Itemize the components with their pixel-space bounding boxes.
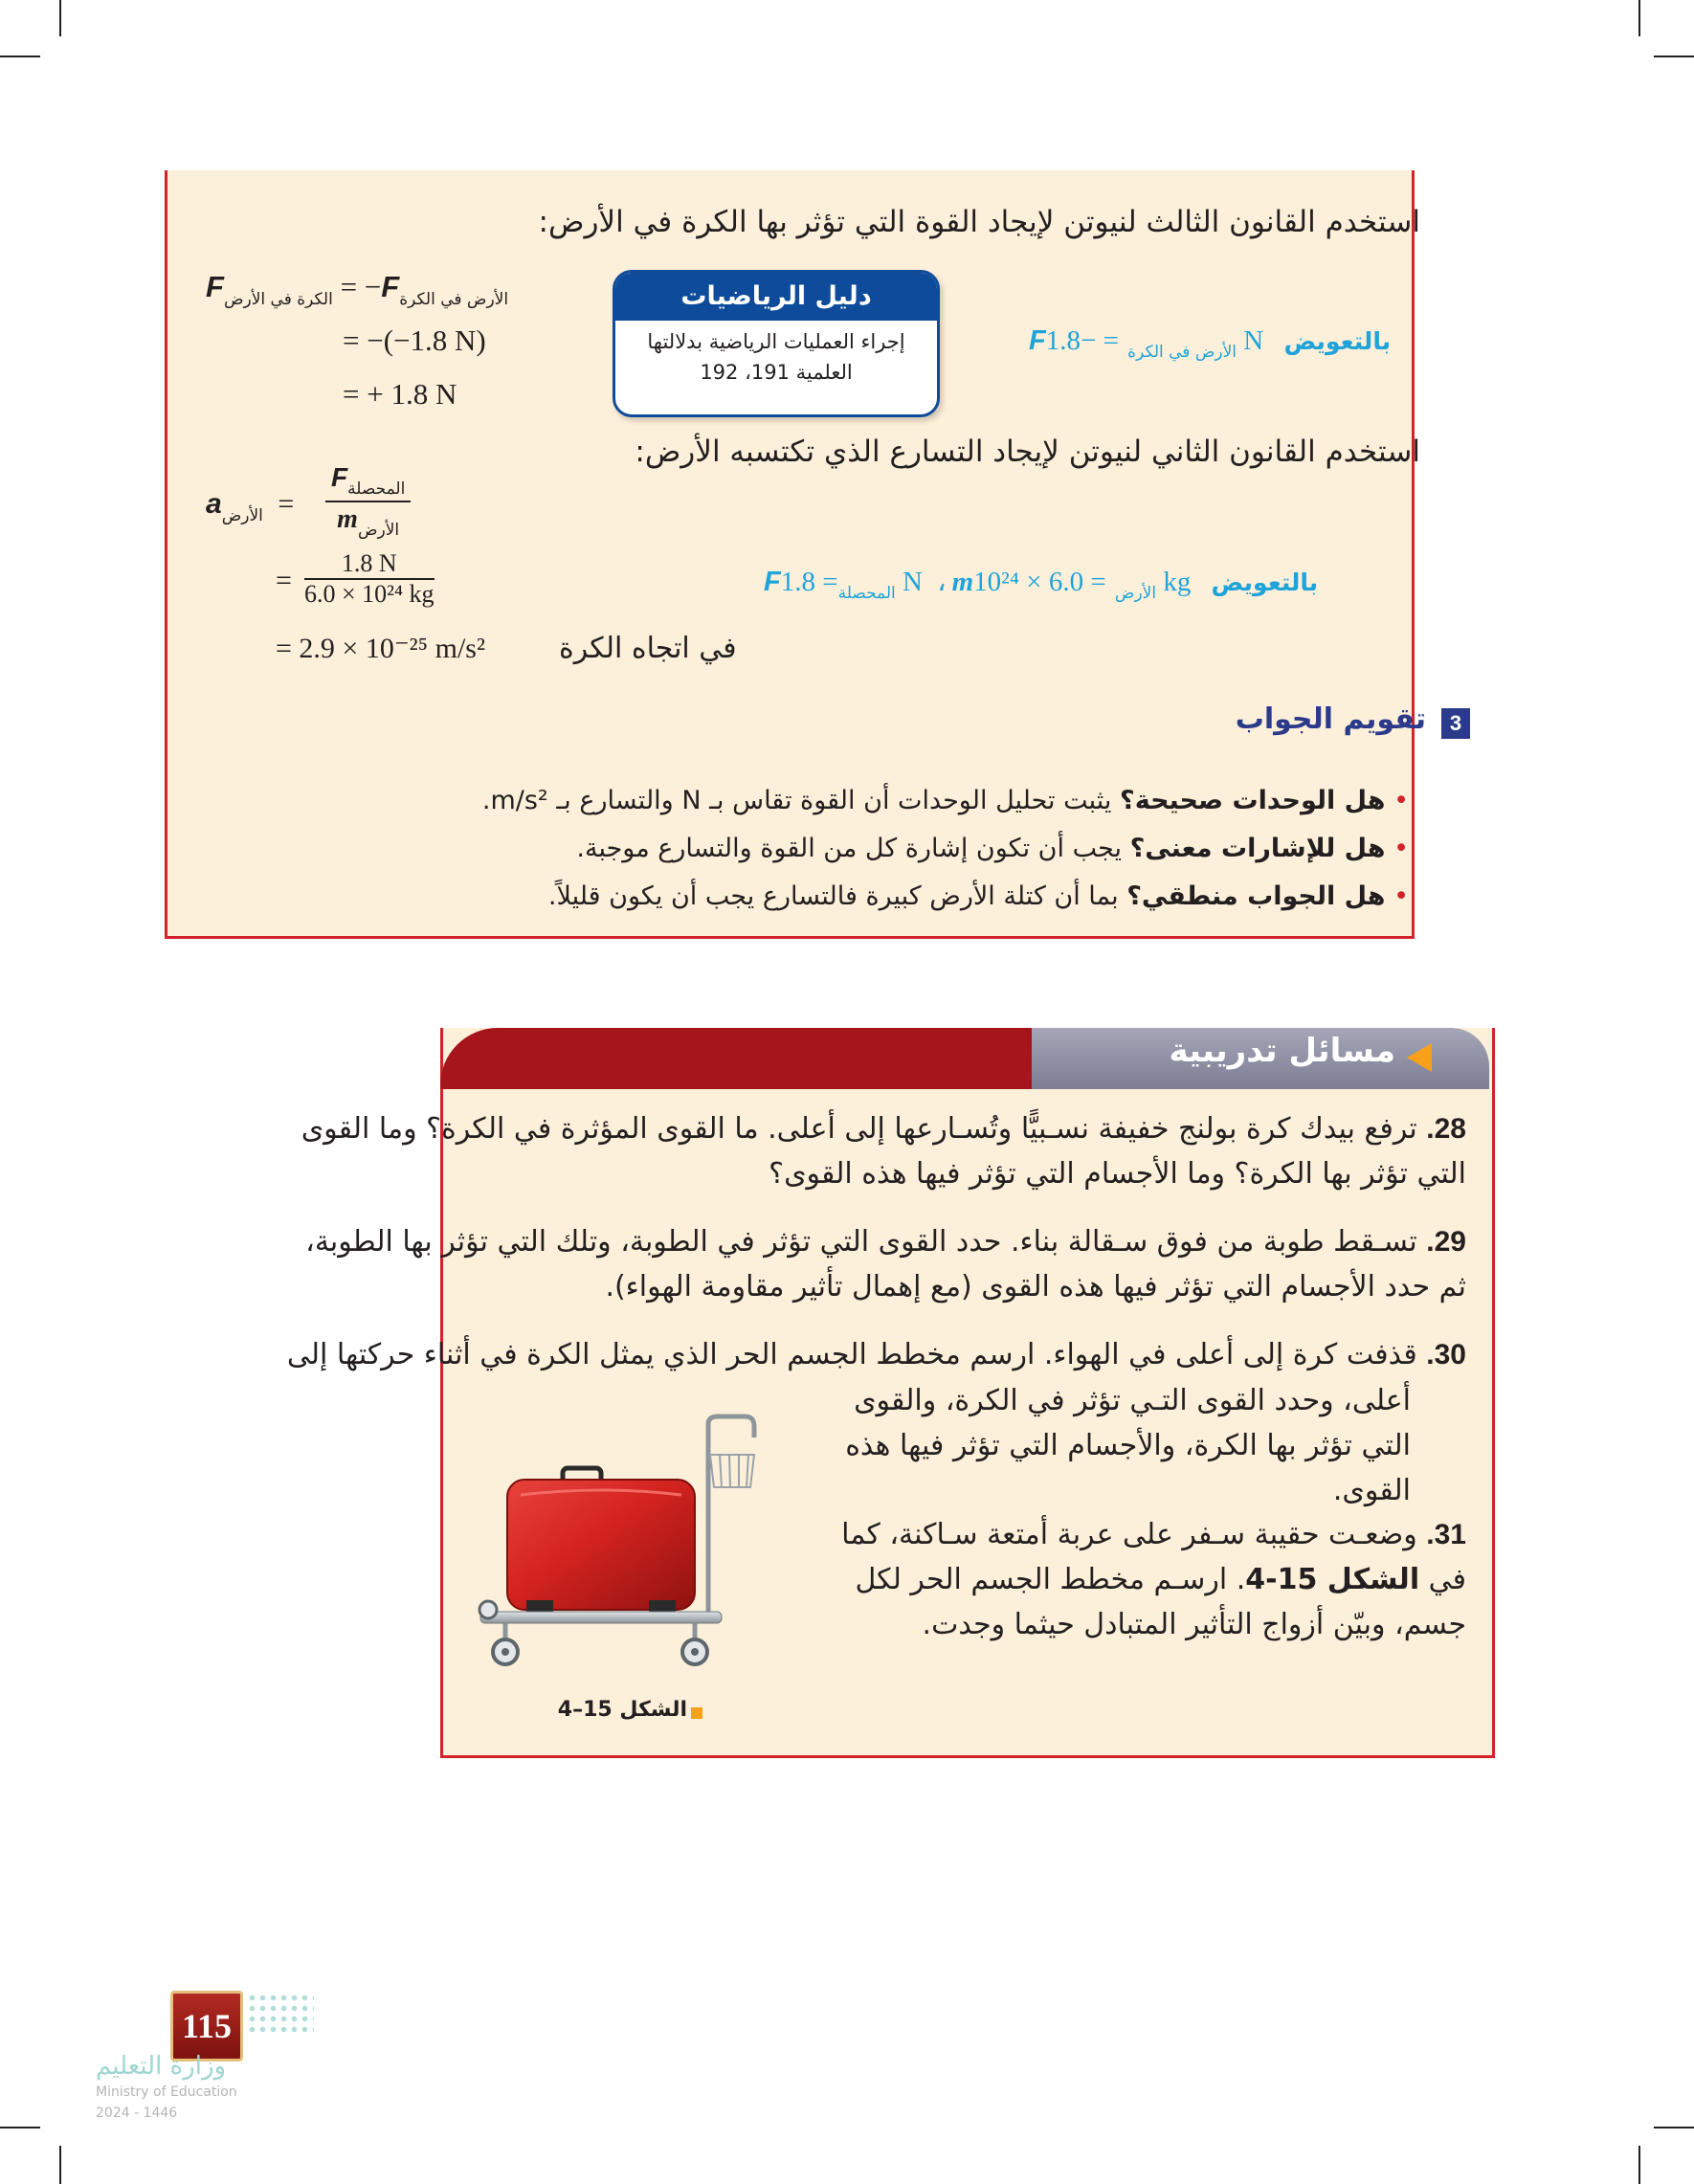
acceleration-result: = 2.9 × 10⁻²⁵ m/s² [276, 633, 485, 664]
problem-text: تسـقط طوبة من فوق سـقالة بناء. حدد القوى التي تؤثر في الطوبة، وتلك التي تؤثر بها الطوبة، ثم حدد الأجسام التي تؤثر فيها هذه القوى (مع إهمال تأثير مقاومة الهواء). [305, 1225, 1466, 1304]
problem-28 [270, 1106, 1466, 1196]
page-number-badge [170, 1991, 243, 2061]
force-symbol: F [1029, 325, 1046, 356]
third-law-step-2: = −(−1.8 N) [343, 323, 486, 357]
equals-sign: = [276, 565, 292, 596]
substitution-label: بالتعويض [1211, 568, 1319, 596]
luggage-cart-illustration [467, 1409, 783, 1686]
problem-number: 30. [1426, 1339, 1466, 1371]
direction-label: في اتجاه الكرة [559, 632, 737, 665]
fraction-numerator: 1.8 N [304, 549, 435, 580]
crop-mark [1654, 2127, 1694, 2128]
step-number-badge: 3 [1441, 708, 1470, 739]
check-answer: يثبت تحليل الوحدات أن القوة تقاس بـ N والتسارع بـ m/s². [481, 786, 1121, 815]
ministry-name-english: Ministry of Education [96, 2084, 237, 2100]
check-question: هل للإشارات معنى؟ [1129, 834, 1386, 863]
substitution-label: بالتعويض [1283, 327, 1392, 355]
net-force-symbol: F [331, 462, 348, 492]
mass-symbol: m [337, 504, 358, 534]
net-force-subscript: المحصلة [347, 479, 406, 499]
list-item: • هل الجواب منطقي؟ بما أن كتلة الأرض كبيرة فالتسارع يجب أن يكون قليلاً. [547, 881, 1409, 911]
force-subscript: الأرض في الكرة [1127, 343, 1237, 362]
fraction-denominator: 6.0 × 10²⁴ kg [304, 580, 435, 608]
check-answer: بما أن كتلة الأرض كبيرة فالتسارع يجب أن يكون قليلاً. [547, 881, 1127, 911]
mass-subscript: الأرض [357, 521, 400, 540]
caption-marker [691, 1707, 702, 1719]
net-force-value: = 1.8 N [780, 567, 923, 597]
equals-minus: = − [340, 270, 382, 303]
evaluate-title: تقويم الجواب [1235, 702, 1426, 736]
crop-mark [59, 2146, 61, 2184]
cart-wheel [479, 1601, 497, 1618]
second-law-intro: استخدم القانون الثاني لنيوتن لإيجاد التسارع الذي تكتسبه الأرض: [635, 435, 1420, 469]
crop-mark [1638, 0, 1640, 36]
substitution-line-1 [1029, 323, 1391, 362]
check-question: هل الجواب منطقي؟ [1126, 881, 1386, 911]
mass-symbol: m [951, 567, 974, 597]
cart-platform [480, 1612, 722, 1623]
crop-mark [59, 0, 61, 36]
list-item: • هل الوحدات صحيحة؟ يثبت تحليل الوحدات أن القوة تقاس بـ N والتسارع بـ m/s². [481, 786, 1409, 815]
problem-number: 31. [1426, 1519, 1466, 1550]
equals-sign: = [278, 488, 295, 520]
figure-reference: الشكل 15-4 [1245, 1563, 1420, 1596]
net-force-subscript: المحصلة [837, 584, 896, 603]
acceleration-symbol: a [206, 488, 222, 520]
cart-basket [710, 1455, 754, 1487]
substitution-value: = −1.8 N [1045, 325, 1264, 356]
practice-title: مسائل تدريبية [1169, 1032, 1395, 1070]
problem-text: . ارسـم مخطط الجسم الحر لكل جسم، وبيّن أزواج التأثير المتبادل حيثما وجدت. [855, 1563, 1466, 1641]
problem-30-line-1 [270, 1332, 1466, 1377]
figure-caption: الشكل 15–4 [557, 1698, 687, 1722]
dot-pattern-logo [247, 1993, 314, 2035]
cart-wheel [682, 1623, 707, 1664]
force-symbol: F [206, 270, 224, 303]
force-subscript: الكرة في الأرض [223, 290, 333, 309]
problem-number: 28. [1426, 1113, 1466, 1145]
separator: ، [937, 565, 947, 597]
crop-mark [0, 2127, 40, 2128]
problem-31 [827, 1512, 1466, 1647]
force-subscript: الأرض في الكرة [399, 290, 509, 309]
problem-text: وضعـت حقيبة سـفر على عربة أمتعة سـاكنة، كما في [841, 1518, 1466, 1596]
suitcase [507, 1468, 695, 1612]
math-guide-line-1: إجراء العمليات الرياضية بدلالتها [647, 330, 905, 353]
crop-mark [0, 56, 40, 57]
second-law-fraction [325, 461, 411, 540]
list-item: • هل للإشارات معنى؟ يجب أن تكون إشارة كل من القوة والتسارع موجبة. [576, 834, 1409, 863]
problem-29 [270, 1219, 1466, 1309]
cart-wheel [493, 1623, 518, 1664]
net-force-symbol: F [764, 567, 781, 597]
math-guide-title: دليل الرياضيات [615, 273, 937, 321]
force-symbol: F [381, 270, 400, 303]
evaluate-bullets [337, 777, 1409, 921]
mass-subscript: الأرض [1114, 584, 1157, 603]
practice-header-red [440, 1028, 1072, 1089]
third-law-equation [206, 270, 508, 309]
ministry-name-arabic: وزارة التعليم [96, 2052, 227, 2081]
page-number: 115 [181, 2007, 232, 2045]
third-law-intro: استخدم القانون الثالث لنيوتن لإيجاد القوة التي تؤثر بها الكرة في الأرض: [538, 205, 1420, 239]
mass-value: = 6.0 × 10²⁴ kg [973, 567, 1192, 597]
academic-year: 2024 - 1446 [96, 2106, 178, 2121]
problem-text: قذفت كرة إلى أعلى في الهواء. ارسم مخطط الجسم الحر الذي يمثل الكرة في أثناء حركتها إلى [286, 1338, 1417, 1371]
check-question: هل الوحدات صحيحة؟ [1120, 786, 1386, 815]
math-guide-line-2: العلمية 191، 192 [700, 361, 853, 384]
math-guide-box [613, 270, 940, 417]
problem-number: 29. [1426, 1226, 1466, 1258]
check-answer: يجب أن تكون إشارة كل من القوة والتسارع موجبة. [576, 834, 1130, 863]
second-law-equation [206, 488, 301, 525]
crop-mark [1654, 56, 1694, 57]
acceleration-subscript: الأرض [221, 506, 263, 525]
crop-mark [1638, 2146, 1640, 2184]
substitution-line-2 [764, 565, 1318, 603]
third-law-step-3: = + 1.8 N [343, 377, 457, 411]
play-icon [1407, 1043, 1432, 1072]
problem-text: ترفع بيدك كرة بولنج خفيفة نسـبيًّا وتُسـارعها إلى أعلى. ما القوى المؤثرة في الكرة؟ وما القوى التي تؤثر بها الكرة؟ وما الأجسام التي تؤثر فيها هذه القوى؟ [301, 1112, 1466, 1191]
numeric-fraction [304, 549, 435, 609]
problem-30-rest: أعلى، وحدد القوى التـي تؤثر في الكرة، والقوى التي تؤثر بها الكرة، والأجسام التي تؤثر فيها هذه القوى. [845, 1384, 1411, 1507]
